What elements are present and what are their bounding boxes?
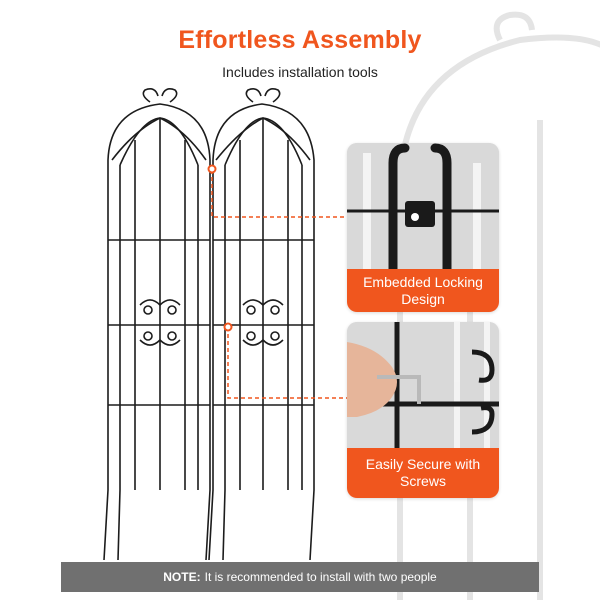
note-prefix: NOTE: bbox=[163, 570, 201, 584]
note-bar bbox=[61, 562, 539, 592]
callout-card-screws bbox=[347, 322, 499, 498]
note-text: It is recommended to install with two people bbox=[204, 570, 437, 584]
trellis-panel-left bbox=[104, 89, 210, 560]
page-title: Effortless Assembly bbox=[178, 26, 422, 54]
page-subtitle: Includes installation tools bbox=[222, 64, 378, 80]
locking-clip-icon bbox=[347, 143, 499, 269]
callout-marker-2 bbox=[225, 324, 232, 331]
callout-label-locking: Embedded Locking Design bbox=[347, 269, 499, 312]
callout-leaders bbox=[212, 170, 347, 398]
hand-allen-key-icon bbox=[347, 322, 499, 448]
locking-clip-photo bbox=[347, 143, 499, 269]
callout-card-locking bbox=[347, 143, 499, 312]
callout-marker-1 bbox=[209, 166, 216, 173]
hand-allen-key-photo bbox=[347, 322, 499, 448]
callout-label-screws: Easily Secure with Screws bbox=[347, 448, 499, 498]
